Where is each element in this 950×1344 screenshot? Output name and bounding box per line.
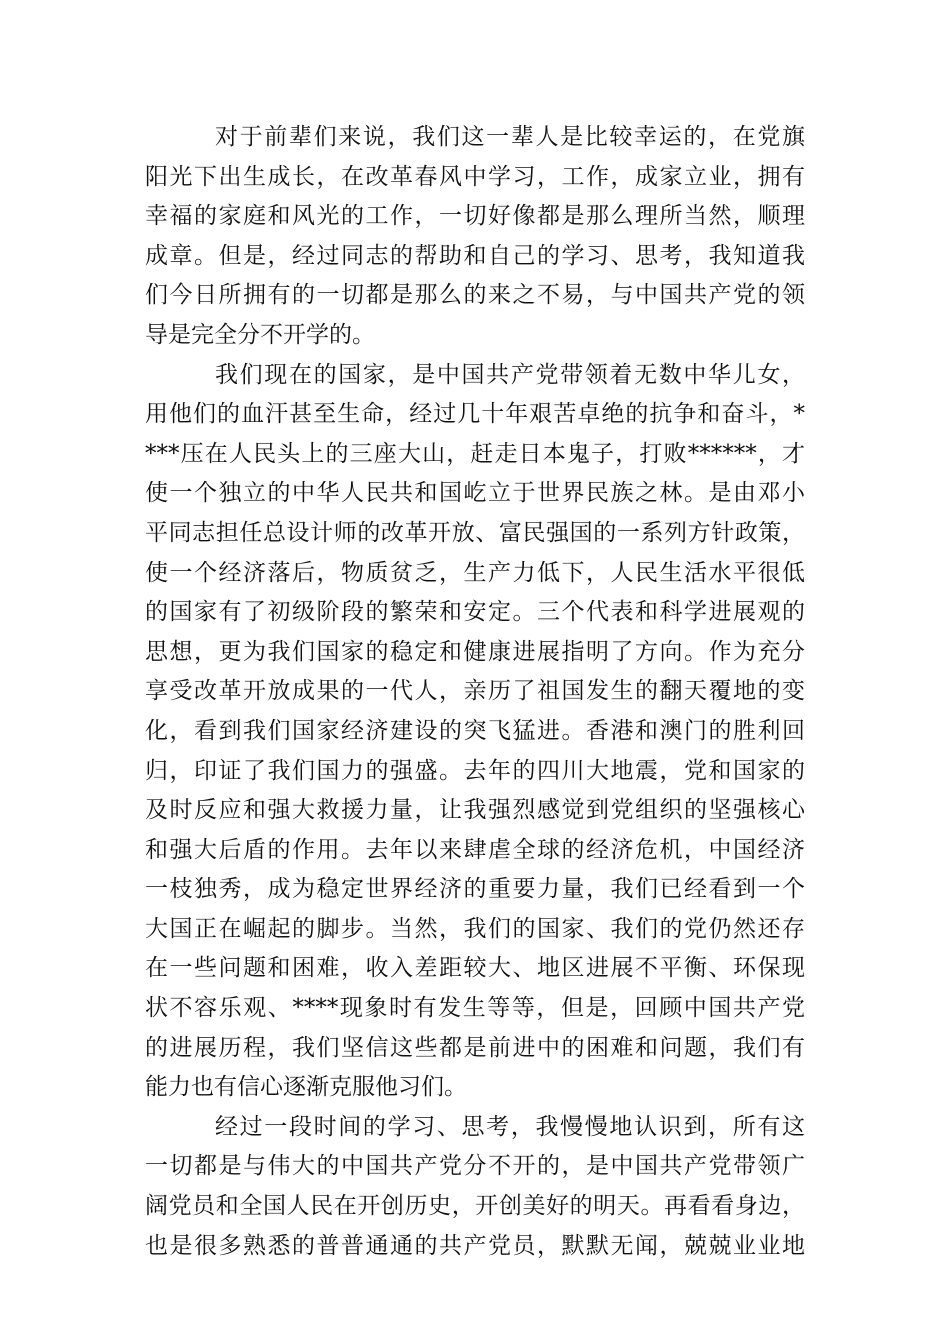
text-line: 使一个经济落后，物质贫乏，生产力低下，人民生活水平很低: [145, 559, 805, 586]
text-line: 和强大后盾的作用。去年以来肆虐全球的经济危机，中国经济: [145, 836, 805, 863]
text-line: 对于前辈们来说，我们这一辈人是比较幸运的，在党旗: [215, 124, 805, 150]
text-line: 也是很多熟悉的普普通通的共产党员，默默无闻，兢兢业业地: [145, 1232, 805, 1259]
text-line: 思想，更为我们国家的稳定和健康进展指明了方向。作为充分: [145, 638, 805, 665]
paragraph-2: [145, 356, 805, 1108]
text-line: 导是完全分不开学的。: [145, 321, 375, 348]
text-line: 经过一段时间的学习、思考，我慢慢地认识到，所有这: [215, 1113, 805, 1140]
text-line: 状不容乐观、****现象时有发生等等，但是，回顾中国共产党: [145, 995, 805, 1022]
text-line: 归，印证了我们国力的强盛。去年的四川大地震，党和国家的: [145, 757, 805, 784]
text-line: 享受改革开放成果的一代人，亲历了祖国发生的翻天覆地的变: [145, 678, 805, 705]
text-line: 及时反应和强大救援力量，让我强烈感觉到党组织的坚强核心: [145, 797, 805, 824]
text-line: 能力也有信心逐渐克服他习们。: [145, 1074, 467, 1101]
text-line: 一枝独秀，成为稳定世界经济的重要力量，我们已经看到一个: [145, 876, 805, 903]
paragraph-3: [145, 1108, 805, 1266]
text-line: 在一些问题和困难，收入差距较大、地区进展不平衡、环保现: [145, 955, 805, 982]
text-line: 们今日所拥有的一切都是那么的来之不易，与中国共产党的领: [145, 282, 805, 309]
paragraph-1: [145, 118, 805, 356]
text-line: 的进展历程，我们坚信这些都是前进中的困难和问题，我们有: [145, 1034, 805, 1061]
document-body: [145, 118, 805, 1266]
text-line: 成章。但是，经过同志的帮助和自己的学习、思考，我知道我: [145, 242, 805, 269]
text-line: ***压在人民头上的三座大山，赶走日本鬼子，打败******，才: [145, 440, 805, 467]
text-line: 使一个独立的中华人民共和国屹立于世界民族之林。是由邓小: [145, 480, 805, 507]
text-line: 阳光下出生成长，在改革春风中学习，工作，成家立业，拥有: [145, 163, 805, 190]
text-line: 我们现在的国家，是中国共产党带领着无数中华儿女，: [215, 361, 805, 388]
text-line: 的国家有了初级阶段的繁荣和安定。三个代表和科学进展观的: [145, 599, 805, 626]
text-line: 大国正在崛起的脚步。当然，我们的国家、我们的党仍然还存: [145, 915, 805, 942]
text-line: 化，看到我们国家经济建设的突飞猛进。香港和澳门的胜利回: [145, 717, 805, 744]
text-line: 平同志担任总设计师的改革开放、富民强国的一系列方针政策，: [145, 519, 805, 546]
text-line: 用他们的血汗甚至生命，经过几十年艰苦卓绝的抗争和奋斗，*: [145, 401, 805, 428]
text-line: 幸福的家庭和风光的工作，一切好像都是那么理所当然，顺理: [145, 203, 805, 230]
text-line: 阔党员和全国人民在开创历史，开创美好的明天。再看看身边，: [145, 1193, 805, 1220]
text-line: 一切都是与伟大的中国共产党分不开的，是中国共产党带领广: [145, 1153, 805, 1180]
